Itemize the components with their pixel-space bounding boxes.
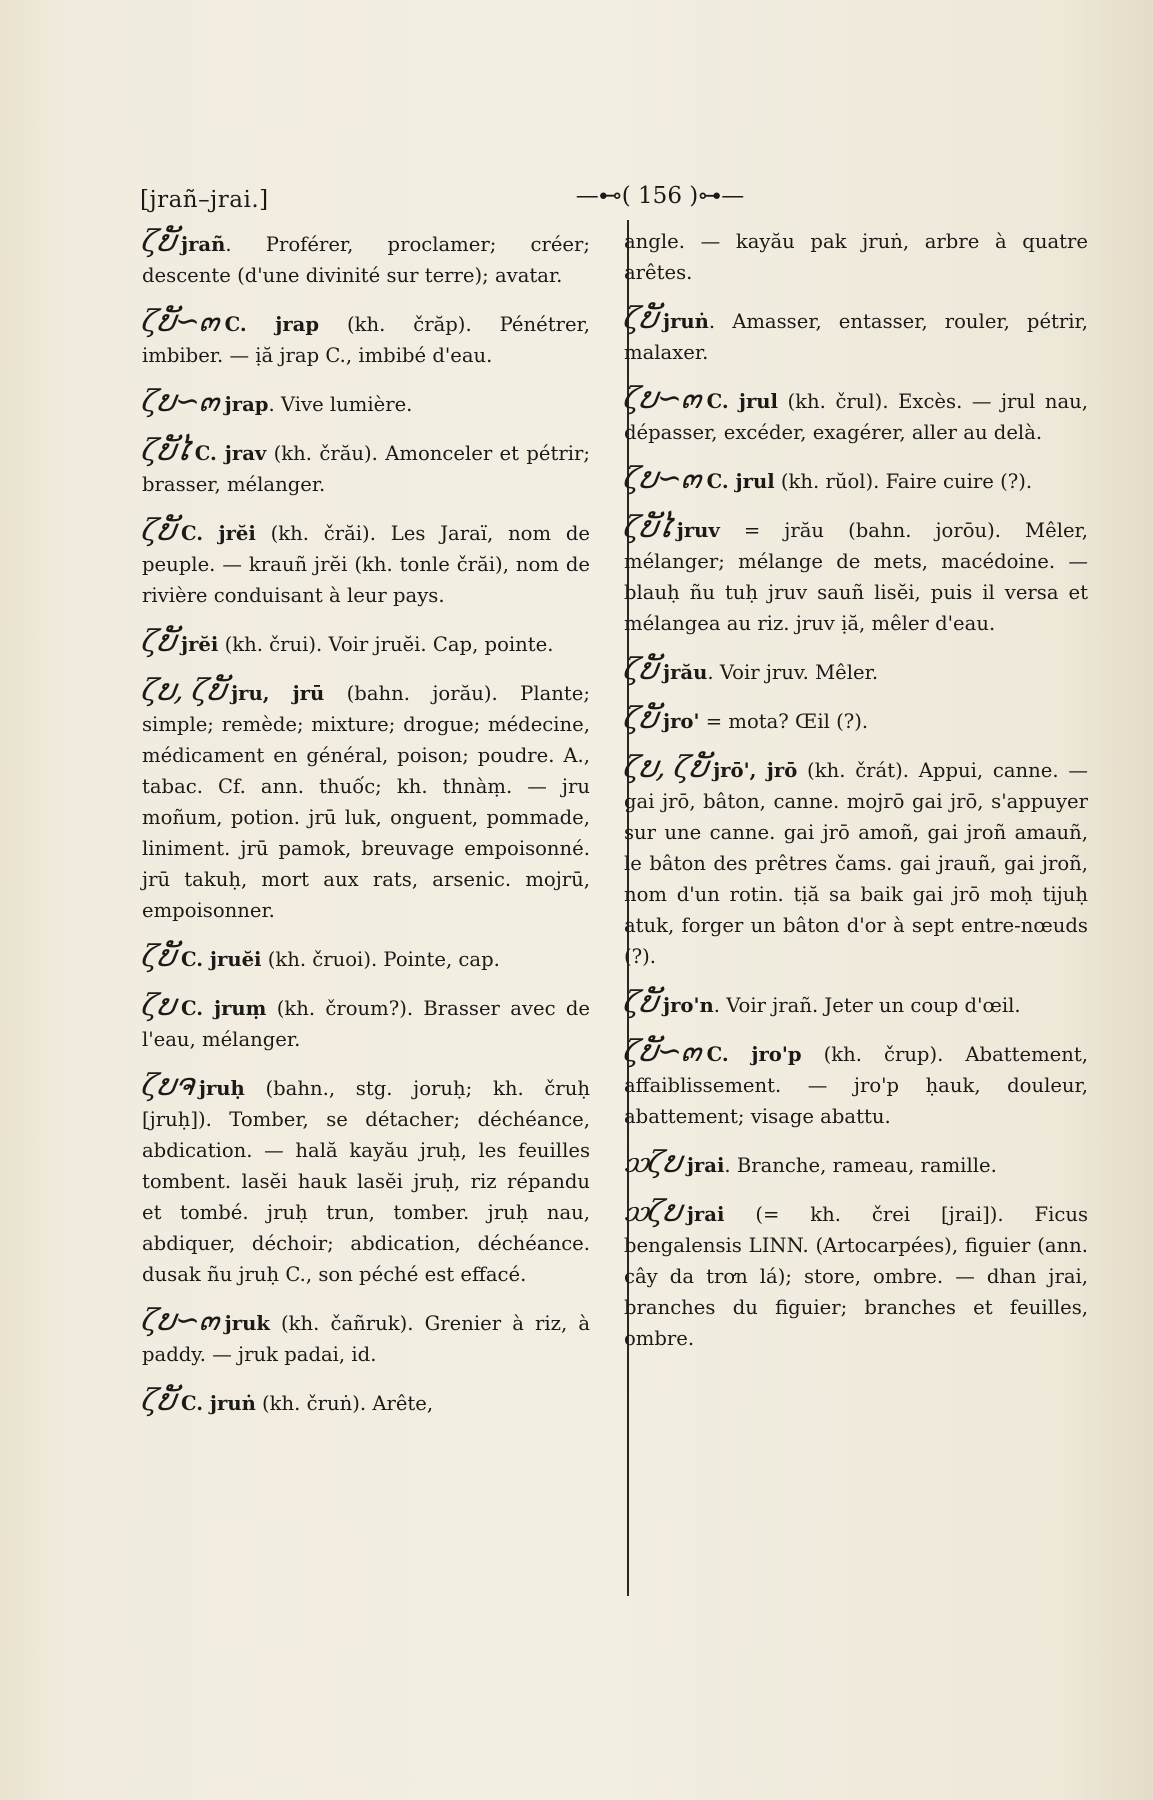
dictionary-entry — [621, 750, 1088, 972]
headword: jrañ — [181, 233, 226, 256]
definition: . Proférer, proclamer; créer; descente (d'une divinité sur terre); avatar. — [142, 233, 590, 287]
definition: . Voir jruv. Mêler. — [707, 661, 879, 684]
dictionary-entry — [139, 988, 590, 1055]
cham-script-glyph: ζບ∽๓ — [139, 1303, 222, 1338]
cham-script-glyph: ζບ — [139, 988, 178, 1023]
definition: (= kh. črei [jrai]). Ficus bengalensis LINN. (Artocarpées), figuier (ann. cây da trơn lá); store, ombre. — dhan jrai, branches du figuier; branches et feuilles, ombre. — [624, 1203, 1088, 1350]
cham-script-glyph: ζບັ — [621, 652, 660, 687]
headword: C. jrĕi — [181, 522, 256, 545]
headword: jruḥ — [198, 1077, 245, 1100]
dictionary-entry — [139, 939, 590, 975]
dictionary-entry — [621, 510, 1088, 639]
cham-script-glyph: ζບັໄ — [621, 510, 674, 545]
headword: C. jrul — [706, 390, 778, 413]
headword: jru, jrū — [231, 682, 325, 705]
definition: = jrău (bahn. jorōu). Mêler, mélanger; mélange de mets, macédoine. — blauḥ ñu tuḥ jruv sauñ lisĕi, puis il versa et mélangea au riz. jruv ịă, mêler d'eau. — [624, 519, 1088, 635]
cham-script-glyph: ζບ, ζບັ — [139, 673, 228, 708]
cham-script-glyph: ζບຈ — [139, 1068, 196, 1103]
headword: jruṅ — [663, 310, 709, 333]
headword: C. jrap — [224, 313, 320, 336]
dictionary-entry — [624, 226, 1088, 288]
headword: jruk — [224, 1312, 270, 1335]
cham-script-glyph: ζບັ — [139, 624, 178, 659]
dictionary-entry — [139, 513, 590, 611]
definition: (kh. črát). Appui, canne. — gai jrō, bâton, canne. mojrō gai jrō, s'appuyer sur une canne. gai jrō amoñ, gai jroñ amauñ, le bâton des prêtres čams. gai jrauñ, gai jroñ, nom d'un rotin. tịă sa baik gai jrō moḥ tijuḥ atuk, forger un bâton d'or à sept entre-nœuds (?). — [624, 759, 1088, 968]
headword: C. jruĕi — [181, 948, 262, 971]
page-header — [140, 183, 1090, 223]
headword: jrap — [224, 393, 269, 416]
definition: (kh. črău). Amonceler et pétrir; brasser, mélanger. — [142, 442, 591, 496]
dictionary-entry — [139, 224, 590, 291]
dictionary-entry — [139, 1383, 590, 1419]
cham-script-glyph: ζບັ — [139, 513, 178, 548]
cham-script-glyph: ζບ∽๓ — [621, 461, 704, 496]
definition: . Vive lumière. — [268, 393, 413, 416]
cham-script-glyph: ζບັ∽๓ — [139, 304, 222, 339]
right-column — [621, 226, 1089, 1369]
dictionary-entry — [139, 673, 590, 926]
definition: angle. — kayău pak jruṅ, arbre à quatre arêtes. — [624, 230, 1088, 284]
dictionary-entry — [621, 381, 1089, 448]
definition: (kh. čruoi). Pointe, cap. — [261, 948, 500, 971]
cham-script-glyph: ζບ∽๓ — [621, 381, 704, 416]
headword: jrău — [663, 661, 708, 684]
definition: (kh. črăi). Les Jaraï, nom de peuple. — krauñ jrĕi (kh. tonle črăi), nom de rivière conduisant à leur pays. — [142, 522, 590, 607]
dictionary-entry — [621, 701, 1088, 737]
page-number: —⊷( 156 )⊶— — [575, 183, 745, 209]
dictionary-entry — [621, 301, 1088, 368]
dictionary-entry — [621, 461, 1088, 497]
cham-script-glyph: ζບັ — [621, 301, 660, 336]
cham-script-glyph: ζບັ — [139, 939, 178, 974]
dictionary-entry — [621, 1194, 1088, 1354]
cham-script-glyph: ζບັ — [139, 224, 178, 259]
cham-script-glyph: ζບັ — [621, 985, 660, 1020]
headword: jrai — [686, 1203, 725, 1226]
running-head: [jrañ–jrai.] — [140, 187, 269, 213]
cham-script-glyph: ζບັໄ — [139, 433, 192, 468]
definition: (kh. rŭol). Faire cuire (?). — [774, 470, 1033, 493]
headword: C. jro'p — [706, 1043, 802, 1066]
headword: C. jruṅ — [181, 1392, 256, 1415]
dictionary-entry — [139, 384, 590, 420]
headword: C. jruṃ — [181, 997, 267, 1020]
definition: (kh. čroum?). Brasser avec de l'eau, mélanger. — [142, 997, 590, 1051]
left-column — [139, 224, 591, 1434]
dictionary-entry — [139, 304, 590, 371]
dictionary-entry — [139, 1303, 590, 1370]
headword: jrĕi — [181, 633, 219, 656]
dictionary-entry — [139, 433, 591, 500]
dictionary-entry — [621, 1145, 1088, 1181]
dictionary-entry — [621, 652, 1088, 688]
definition: (kh. črup). Abattement, affaiblissement. — jro'p ḥauk, douleur, abattement; visage abattu. — [624, 1043, 1088, 1128]
cham-script-glyph: ζບັ — [621, 701, 660, 736]
cham-script-glyph: ζບ∽๓ — [139, 384, 222, 419]
definition: (kh. čañruk). Grenier à riz, à paddy. — jruk padai, id. — [142, 1312, 590, 1366]
definition: (kh. črăp). Pénétrer, imbiber. — ịă jrap C., imbibé d'eau. — [142, 313, 590, 367]
definition: . Voir jrañ. Jeter un coup d'œil. — [713, 994, 1021, 1017]
headword: C. jrul — [706, 470, 775, 493]
dictionary-entry — [139, 624, 590, 660]
headword: jro' — [663, 710, 700, 733]
headword: C. jrav — [194, 442, 267, 465]
cham-script-glyph: ζບັ — [139, 1383, 178, 1418]
definition: . Amasser, entasser, rouler, pétrir, malaxer. — [624, 310, 1088, 364]
dictionary-entry — [139, 1068, 590, 1290]
definition: . Branche, rameau, ramille. — [724, 1154, 997, 1177]
definition: = mota? Œil (?). — [699, 710, 869, 733]
definition: (kh. črui). Voir jruĕi. Cap, pointe. — [218, 633, 554, 656]
headword: jro'n — [663, 994, 714, 1017]
definition: (bahn., stg. joruḥ; kh. čruḥ [jruḥ]). Tomber, se détacher; déchéance, abdication. — hală kayău jruḥ, les feuilles tombent. lasĕi hauk lasĕi jruḥ, riz répandu et tombé. jruḥ trun, tomber. jruḥ nau, abdiquer, déchoir; abdication, déchéance. dusak ñu jruḥ C., son péché est effacé. — [142, 1077, 590, 1286]
headword: jruv — [676, 519, 720, 542]
dictionary-entry — [621, 985, 1088, 1021]
cham-script-glyph: ᦉζບ — [621, 1194, 684, 1229]
headword: jrō', jrō — [713, 759, 798, 782]
cham-script-glyph: ᦉζບ — [621, 1145, 684, 1180]
definition: (bahn. jorău). Plante; simple; remède; mixture; drogue; médecine, médicament en général, poison; poudre. A., tabac. Cf. ann. thuốc; kh. thnàṃ. — jru moñum, potion. jrū luk, onguent, pommade, liniment. jrū pamok, breuvage empoisonné. jrū takuḥ, mort aux rats, arsenic. mojrū, empoisonner. — [142, 682, 590, 922]
cham-script-glyph: ζບັ∽๓ — [621, 1034, 704, 1069]
definition: (kh. čruṅ). Arête, — [255, 1392, 434, 1415]
definition: (kh. črul). Excès. — jrul nau, dépasser, excéder, exagérer, aller au delà. — [624, 390, 1089, 444]
cham-script-glyph: ζບ, ζບັ — [621, 750, 710, 785]
dictionary-entry — [621, 1034, 1088, 1132]
headword: jrai — [686, 1154, 725, 1177]
